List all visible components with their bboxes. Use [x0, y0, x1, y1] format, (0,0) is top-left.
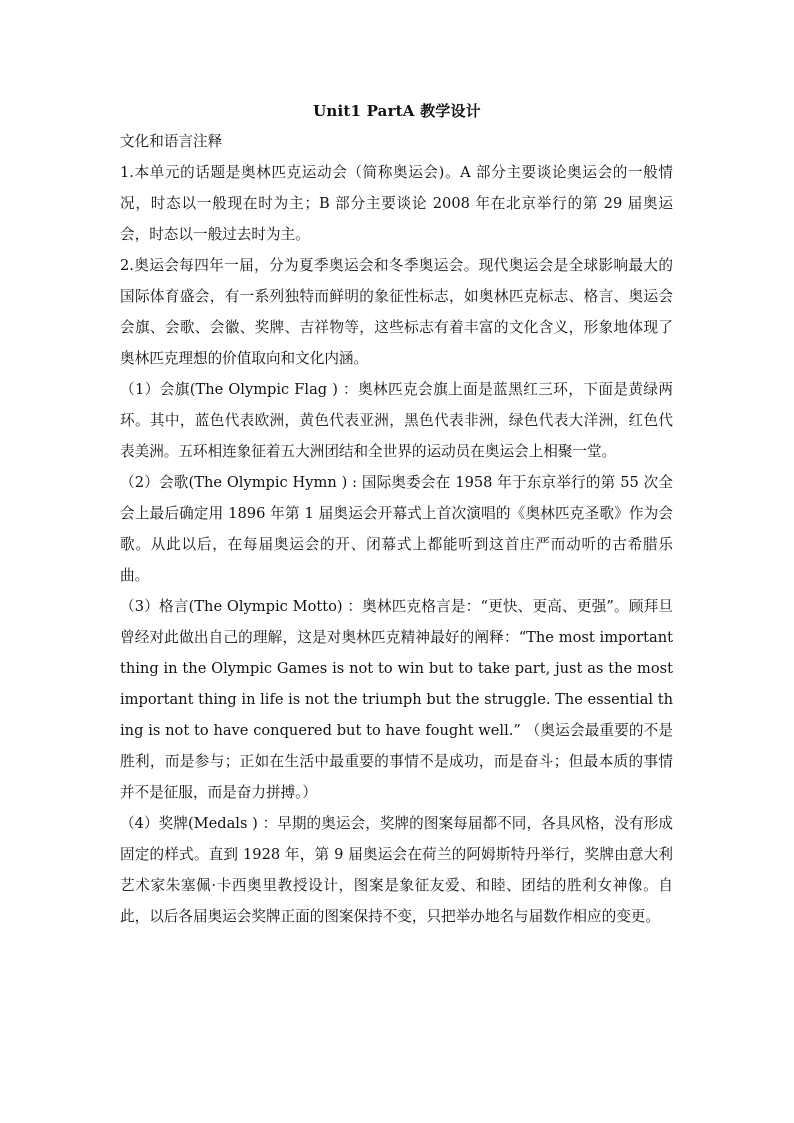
section-heading: 文化和语言注释 — [120, 133, 223, 150]
paragraph-olympic-flag: （1）会旗(The Olympic Flag ) ：奥林匹克会旗上面是蓝黑红三环，下面是黄绿两环。其中，蓝色代表欧洲，黄色代表亚洲，黑色代表非洲，绿色代表大洋洲，红色代表美洲。五环相连象征着五大洲团结和全世界的运动员在奥运会上相聚一堂。 — [120, 381, 673, 460]
paragraph-olympic-motto: （3）格言(The Olympic Motto) ：奥林匹克格言是：“更快、更高、更强”。顾拜旦曾经对此做出自己的理解，这是对奥林匹克精神最好的阐释：“The most important thing in the Olympic Games is not to win but to take part, just as the most important thing in life is not the triumph but the struggle. The essential thing is not to have conquered but to have fought well.” （奥运会最重要的不是胜利，而是参与；正如在生活中最重要的事情不是成功，而是奋斗；但最本质的事情并不是征服，而是奋力拼搏。） — [120, 598, 673, 801]
paragraph-olympic-hymn: （2）会歌(The Olympic Hymn ) : 国际奥委会在 1958 年于东京举行的第 55 次全会上最后确定用 1896 年第 1 届奥运会开幕式上首次演唱的《奥林匹克圣歌》作为会歌。从此以后，在每届奥运会的开、闭幕式上都能听到这首庄严而动听的古希腊乐曲。 — [120, 474, 673, 584]
document-body — [120, 126, 673, 932]
document-title: Unit1 PartA 教学设计 — [313, 102, 481, 120]
paragraph-olympics-overview: 2.奥运会每四年一届，分为夏季奥运会和冬季奥运会。现代奥运会是全球影响最大的国际体育盛会，有一系列独特而鲜明的象征性标志，如奥林匹克标志、格言、奥运会会旗、会歌、会徽、奖牌、吉祥物等，这些标志有着丰富的文化含义，形象地体现了奥林匹克理想的价值取向和文化内涵。 — [120, 257, 673, 367]
paragraph-topic-intro: 1.本单元的话题是奥林匹克运动会（简称奥运会)。A 部分主要谈论奥运会的一般情况，时态以一般现在时为主；B 部分主要谈论 2008 年在北京举行的第 29 届奥运会，时态以一般过去时为主。 — [120, 164, 673, 243]
paragraph-olympic-medals: （4）奖牌(Medals ) ：早期的奥运会，奖牌的图案每届都不同，各具风格，没有形成固定的样式。直到 1928 年，第 9 届奥运会在荷兰的阿姆斯特丹举行，奖牌由意大利艺术家朱塞佩·卡西奥里教授设计，图案是象征友爱、和睦、团结的胜利女神像。自此，以后各届奥运会奖牌正面的图案保持不变，只把举办地名与届数作相应的变更。 — [120, 815, 673, 925]
